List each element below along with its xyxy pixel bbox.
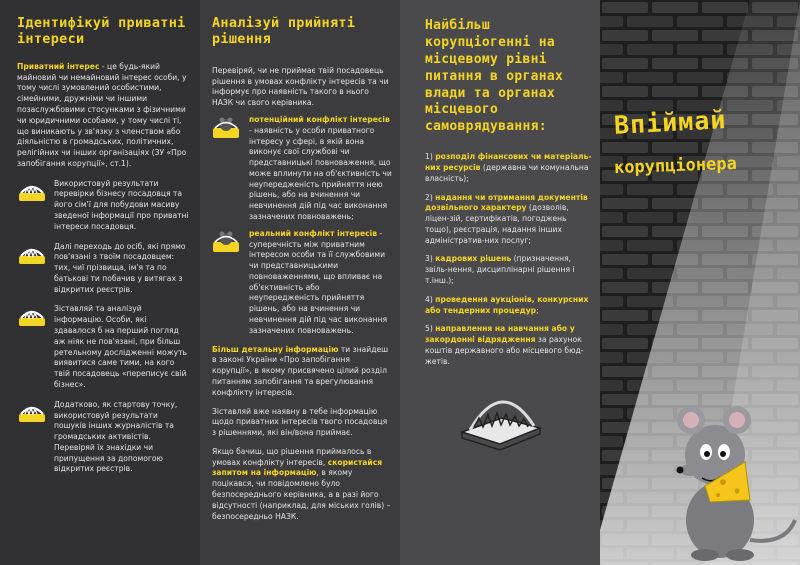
issue-term: направлення на навчання або у закордонні відрядження <box>425 324 575 345</box>
issue-item <box>425 295 592 317</box>
potential-conflict-term: потенційний конфлікт інтересів <box>249 114 390 124</box>
real-conflict-definition: - суперечність між приватним інтересом особи та її службовими чи представницькими повноваженнями, що впливає на об'єктивність або неупередженість прийняття рішень, або на вчинення чи невчинення дій під час виконання зазначених повноважень. <box>249 228 388 335</box>
potential-conflict-text <box>249 115 392 223</box>
list-item-text: Зіставляй та аналізуй інформацію. Особи, які здавалося б на перший погляд аж ніяк не пов'язані, при більш ретельному дослідженні можуть виявитися саме тими, на кого твій посадовець «переписує свій бізнес». <box>54 304 188 389</box>
issue-rest: ; <box>536 305 539 315</box>
panel-private-interests <box>0 0 200 565</box>
potential-conflict-item <box>212 115 392 223</box>
panel3-heading: Найбільш корупціогенні на місцевому рівні питання в органах влади та органах місцевого самоврядування: <box>425 18 564 135</box>
cover-title-line1: Впіймай <box>613 105 728 140</box>
cover-panel <box>600 0 800 565</box>
issue-item <box>425 254 592 286</box>
issue-number: 3) <box>425 254 436 264</box>
mousetrap-icon <box>17 400 49 428</box>
private-interest-definition <box>17 62 190 170</box>
compare-text: Зіставляй вже наявну в тебе інформацію щодо приватних інтересів твого посадовця з рішеннями, які він/вона приймає. <box>212 406 388 438</box>
issue-term: кадрових рішень <box>435 254 512 264</box>
panel2-heading: Аналізуй прийняті рішення <box>212 15 356 47</box>
issue-number: 5) <box>425 324 436 334</box>
private-interest-text: - це будь-який майновий чи немайновий інтерес особи, у тому числі зумовлений особистими, сімейними, дружніми чи іншими позаслужбовими стосунками з фізичними чи юридичними особами, у тому числі ті, що виникають у зв'язку з членством або діяльністю в громадських, політичних, релігійних чи інших організаціях (ЗУ «Про запобігання корупції», ст.1). <box>17 61 187 168</box>
list-item <box>17 179 190 233</box>
issue-rest: (дозволів, ліцен-зій, сертифікатів, погоджень тощо), реєстрація, надання інших адміністратив-них послуг; <box>425 203 569 245</box>
panel-decisions <box>200 0 400 565</box>
issue-term: надання чи отримання документів дозвільного характеру <box>425 192 588 213</box>
panel1-heading: Ідентифікуй приватні інтереси <box>17 15 186 47</box>
issue-item <box>425 324 592 367</box>
issue-rest: за рахунок коштів державного або місцевого бюд-жетів. <box>425 335 584 366</box>
issue-term: проведення аукціонів, конкурсних або тендерних процедур <box>425 294 589 315</box>
issue-term: розподіл фінансових чи матеріаль-них ресурсів <box>425 152 592 173</box>
more-info-term: Більш детальну інформацію <box>212 344 339 354</box>
issue-item <box>425 193 592 247</box>
mousetrap-icon <box>17 242 49 270</box>
request-term: скористайся запитом на інформацію <box>212 457 383 478</box>
private-interest-term: Приватний інтерес <box>17 61 100 71</box>
request-pre: Якщо бачиш, що рішення приймалось в умовах конфлікту інтересів, <box>212 446 372 467</box>
list-item <box>17 304 190 390</box>
list-item-text: Далі переходь до осіб, які прямо пов'язані з твоїм посадовцем: тих, чиї прізвища, ім'я та по батькові ти побачив у витягах з відкритих реєстрів. <box>54 241 186 294</box>
real-conflict-item <box>212 229 392 337</box>
mousetrap-icon <box>17 304 49 332</box>
issue-number: 2) <box>425 192 436 202</box>
list-item <box>17 242 190 296</box>
mousetrap-icon <box>17 179 49 207</box>
issue-rest: (державна чи комунальна власність); <box>425 163 589 183</box>
issue-item <box>425 152 592 184</box>
mouse-in-trap-icon <box>212 115 244 143</box>
more-info-rest: ти знайдеш в законі України «Про запобігання корупції», в якому присвячено цілий розділ питанням запобігання та врегулювання конфлікту інтересів. <box>212 344 389 397</box>
cover-title-line2: корупціонера <box>613 153 738 179</box>
issue-number: 1) <box>425 152 436 162</box>
request-post: , в якому поцікався, чи повідомлено було безпосереднього керівника, а в разі його відсутності (наприклад, для міських голів) – безпосередньо НАЗК. <box>212 468 391 521</box>
panel2-intro: Перевіряй, чи не приймає твій посадовець рішення в умовах конфлікту інтересів та чи інформує про наявність такого в нього НАЗК чи свого керівника. <box>212 65 389 108</box>
issue-number: 4) <box>425 294 436 304</box>
potential-conflict-definition: - наявність у особи приватного інтересу у сфері, в якій вона виконує свої службові чи представницькі повноваження, що може вплинути на об'єктивність чи неупередженість прийняття нею рішень, або на вчинення чи невчинення дій під час виконання зазначених повноважень; <box>249 125 392 221</box>
more-info-text <box>212 345 392 399</box>
mouse-in-trap-icon <box>212 229 244 257</box>
real-conflict-term: реальний конфлікт інтересів <box>249 228 378 238</box>
brick-wall-illustration <box>600 0 800 565</box>
issue-rest: (призначення, звіль-нення, дисциплінарні рішення і т.інш.); <box>425 254 575 286</box>
mousetrap-illustration-icon <box>452 382 547 452</box>
request-text <box>212 447 392 522</box>
panel-corruption-issues <box>400 0 600 565</box>
real-conflict-text <box>249 229 392 337</box>
list-item-text: Використовуй результати перевірки бізнесу посадовця та його сім'ї для побудови масиву зведеної інформації про приватні інтереси посадовця. <box>54 178 189 231</box>
list-item <box>17 400 190 475</box>
list-item-text: Додатково, як стартову точку, використовуй результати пошуків інших журналістів та громадських активістів. Перевіряй їх знахідки чи припущення за допомогою відкритих реєстрів. <box>54 399 178 474</box>
